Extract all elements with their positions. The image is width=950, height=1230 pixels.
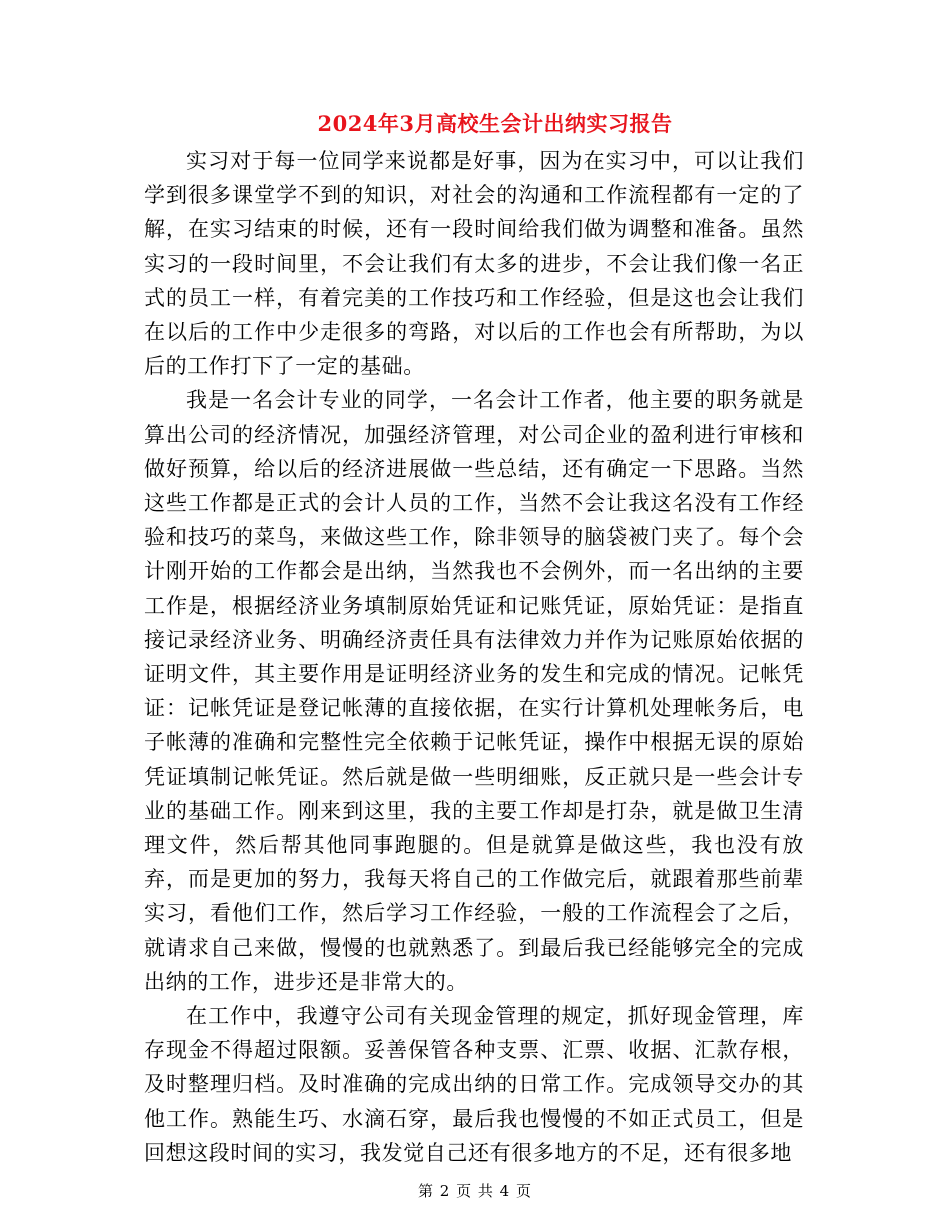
paragraph-3: 在工作中，我遵守公司有关现金管理的规定，抓好现金管理，库存现金不得超过限额。妥善保管各种支票、汇票、收据、汇款存根，及时整理归档。及时准确的完成出纳的日常工作。完成领导交办的其他工作。熟能生巧、水滴石穿，最后我也慢慢的不如正式员工，但是回想这段时间的实习，我发觉自己还有很多地方的不足，还有很多地 bbox=[144, 1004, 804, 1165]
page-number: 第 2 页 共 4 页 bbox=[418, 1182, 532, 1200]
paragraph-1: 实习对于每一位同学来说都是好事，因为在实习中，可以让我们学到很多课堂学不到的知识，对社会的沟通和工作流程都有一定的了解，在实习结束的时候，还有一段时间给我们做为调整和准备。虽然实习的一段时间里，不会让我们有太多的进步，不会让我们像一名正式的员工一样，有着完美的工作技巧和工作经验，但是这也会让我们在以后的工作中少走很多的弯路，对以后的工作也会有所帮助，为以后的工作打下了一定的基础。 bbox=[144, 149, 804, 379]
page-footer bbox=[0, 1180, 950, 1201]
document-body bbox=[144, 144, 804, 1170]
document-title: 2024年3月高校生会计出纳实习报告 bbox=[317, 111, 673, 136]
paragraph-2: 我是一名会计专业的同学，一名会计工作者，他主要的职务就是算出公司的经济情况，加强经济管理，对公司企业的盈利进行审核和做好预算，给以后的经济进展做一些总结，还有确定一下思路。当然这些工作都是正式的会计人员的工作，当然不会让我这名没有工作经验和技巧的菜鸟，来做这些工作，除非领导的脑袋被门夹了。每个会计刚开始的工作都会是出纳，当然我也不会例外，而一名出纳的主要工作是，根据经济业务填制原始凭证和记账凭证，原始凭证：是指直接记录经济业务、明确经济责任具有法律效力并作为记账原始依据的证明文件，其主要作用是证明经济业务的发生和完成的情况。记帐凭证：记帐凭证是登记帐薄的直接依据，在实行计算机处理帐务后，电子帐薄的准确和完整性完全依赖于记帐凭证，操作中根据无误的原始凭证填制记帐凭证。然后就是做一些明细账，反正就只是一些会计专业的基础工作。刚来到这里，我的主要工作却是打杂，就是做卫生清理文件，然后帮其他同事跑腿的。但是就算是做这些，我也没有放弃，而是更加的努力，我每天将自己的工作做完后，就跟着那些前辈实习，看他们工作，然后学习工作经验，一般的工作流程会了之后，就请求自己来做，慢慢的也就熟悉了。到最后我已经能够完全的完成出纳的工作，进步还是非常大的。 bbox=[144, 388, 804, 994]
